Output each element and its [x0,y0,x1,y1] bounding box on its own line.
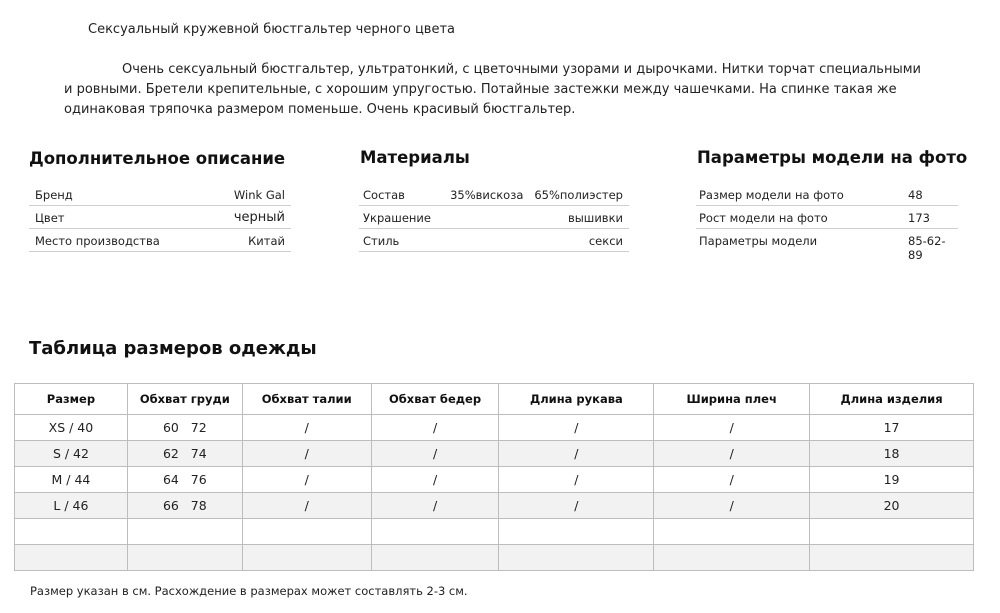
row-label: Бренд [35,188,73,202]
cell [15,545,128,571]
product-description [64,60,934,120]
row-label: Рост модели на фото [699,211,828,225]
additional-row-brand [29,183,291,206]
cell [654,519,810,545]
cell: / [242,441,371,467]
model-row-size [696,183,958,206]
cell [810,519,974,545]
table-row [15,415,974,441]
cell: / [242,467,371,493]
row-value: Китай [248,234,285,248]
cell: 64 76 [127,467,242,493]
header-length: Длина изделия [810,384,974,415]
additional-row-origin [29,229,291,252]
header-waist: Обхват талии [242,384,371,415]
cell: / [499,415,654,441]
header-size: Размер [15,384,128,415]
row-label: Состав [363,188,405,202]
cell: L / 46 [15,493,128,519]
row-value: секси [588,234,623,248]
model-row-params [696,229,958,262]
materials-heading: Материалы [360,148,470,167]
cell: 60 72 [127,415,242,441]
size-footnote: Размер указан в см. Расхождение в размерах может составлять 2-3 см. [30,584,468,598]
table-row [15,467,974,493]
row-label: Место производства [35,234,160,248]
product-title: Сексуальный кружевной бюстгальтер черного цвета [88,22,456,37]
table-row [15,441,974,467]
model-heading: Параметры модели на фото [697,148,968,167]
row-value: 35%вискоза 65%полиэстер [450,188,623,202]
cell: / [242,415,371,441]
cell: M / 44 [15,467,128,493]
description-line-1: Очень сексуальный бюстгальтер, ультратонкий, с цветочными узорами и дырочками. Нитки торчат специальными [122,62,921,77]
cell [127,519,242,545]
cell: / [499,441,654,467]
cell [654,545,810,571]
cell: / [242,493,371,519]
cell [810,545,974,571]
cell [242,545,371,571]
table-row [15,493,974,519]
size-table-header-row [15,384,974,415]
header-sleeve: Длина рукава [499,384,654,415]
cell [242,519,371,545]
row-label: Украшение [363,211,431,225]
cell: / [654,441,810,467]
cell: / [371,441,499,467]
cell: XS / 40 [15,415,128,441]
additional-row-color [29,206,291,229]
cell: / [654,493,810,519]
cell: / [371,467,499,493]
cell: 66 78 [127,493,242,519]
cell [371,519,499,545]
row-value: вышивки [567,211,623,225]
cell: / [371,415,499,441]
row-value: 173 [908,211,930,225]
materials-row-composition [359,183,629,206]
cell: 62 74 [127,441,242,467]
row-value: черный [233,210,285,225]
table-row [15,545,974,571]
cell [499,545,654,571]
cell: / [371,493,499,519]
row-value: 48 [908,188,923,202]
cell [127,545,242,571]
description-line-2: и ровными. Бретели крепительные, с хорошим упругостью. Потайные застежки между чашечками. На спинке такая же [64,82,897,97]
header-chest: Обхват груди [127,384,242,415]
size-table [14,383,974,571]
description-line-3: одинаковая тряпочка размером поменьше. Очень красивый бюстгальтер. [64,102,576,117]
cell: / [499,493,654,519]
cell: 19 [810,467,974,493]
cell: 18 [810,441,974,467]
additional-heading: Дополнительное описание [29,149,286,168]
materials-row-style [359,229,629,252]
cell: 17 [810,415,974,441]
cell: S / 42 [15,441,128,467]
size-table-heading: Таблица размеров одежды [29,338,317,359]
row-value: 85-62-89 [908,234,946,262]
row-label: Размер модели на фото [699,188,844,202]
row-label: Стиль [363,234,400,248]
row-value: Wink Gal [233,188,285,202]
cell: / [499,467,654,493]
cell: 20 [810,493,974,519]
header-shoulders: Ширина плеч [654,384,810,415]
cell: / [654,467,810,493]
row-label: Параметры модели [699,234,818,248]
materials-row-decoration [359,206,629,229]
cell [499,519,654,545]
table-row [15,519,974,545]
cell [15,519,128,545]
cell [371,545,499,571]
header-hips: Обхват бедер [371,384,499,415]
cell: / [654,415,810,441]
model-row-height [696,206,958,229]
row-label: Цвет [35,211,65,225]
